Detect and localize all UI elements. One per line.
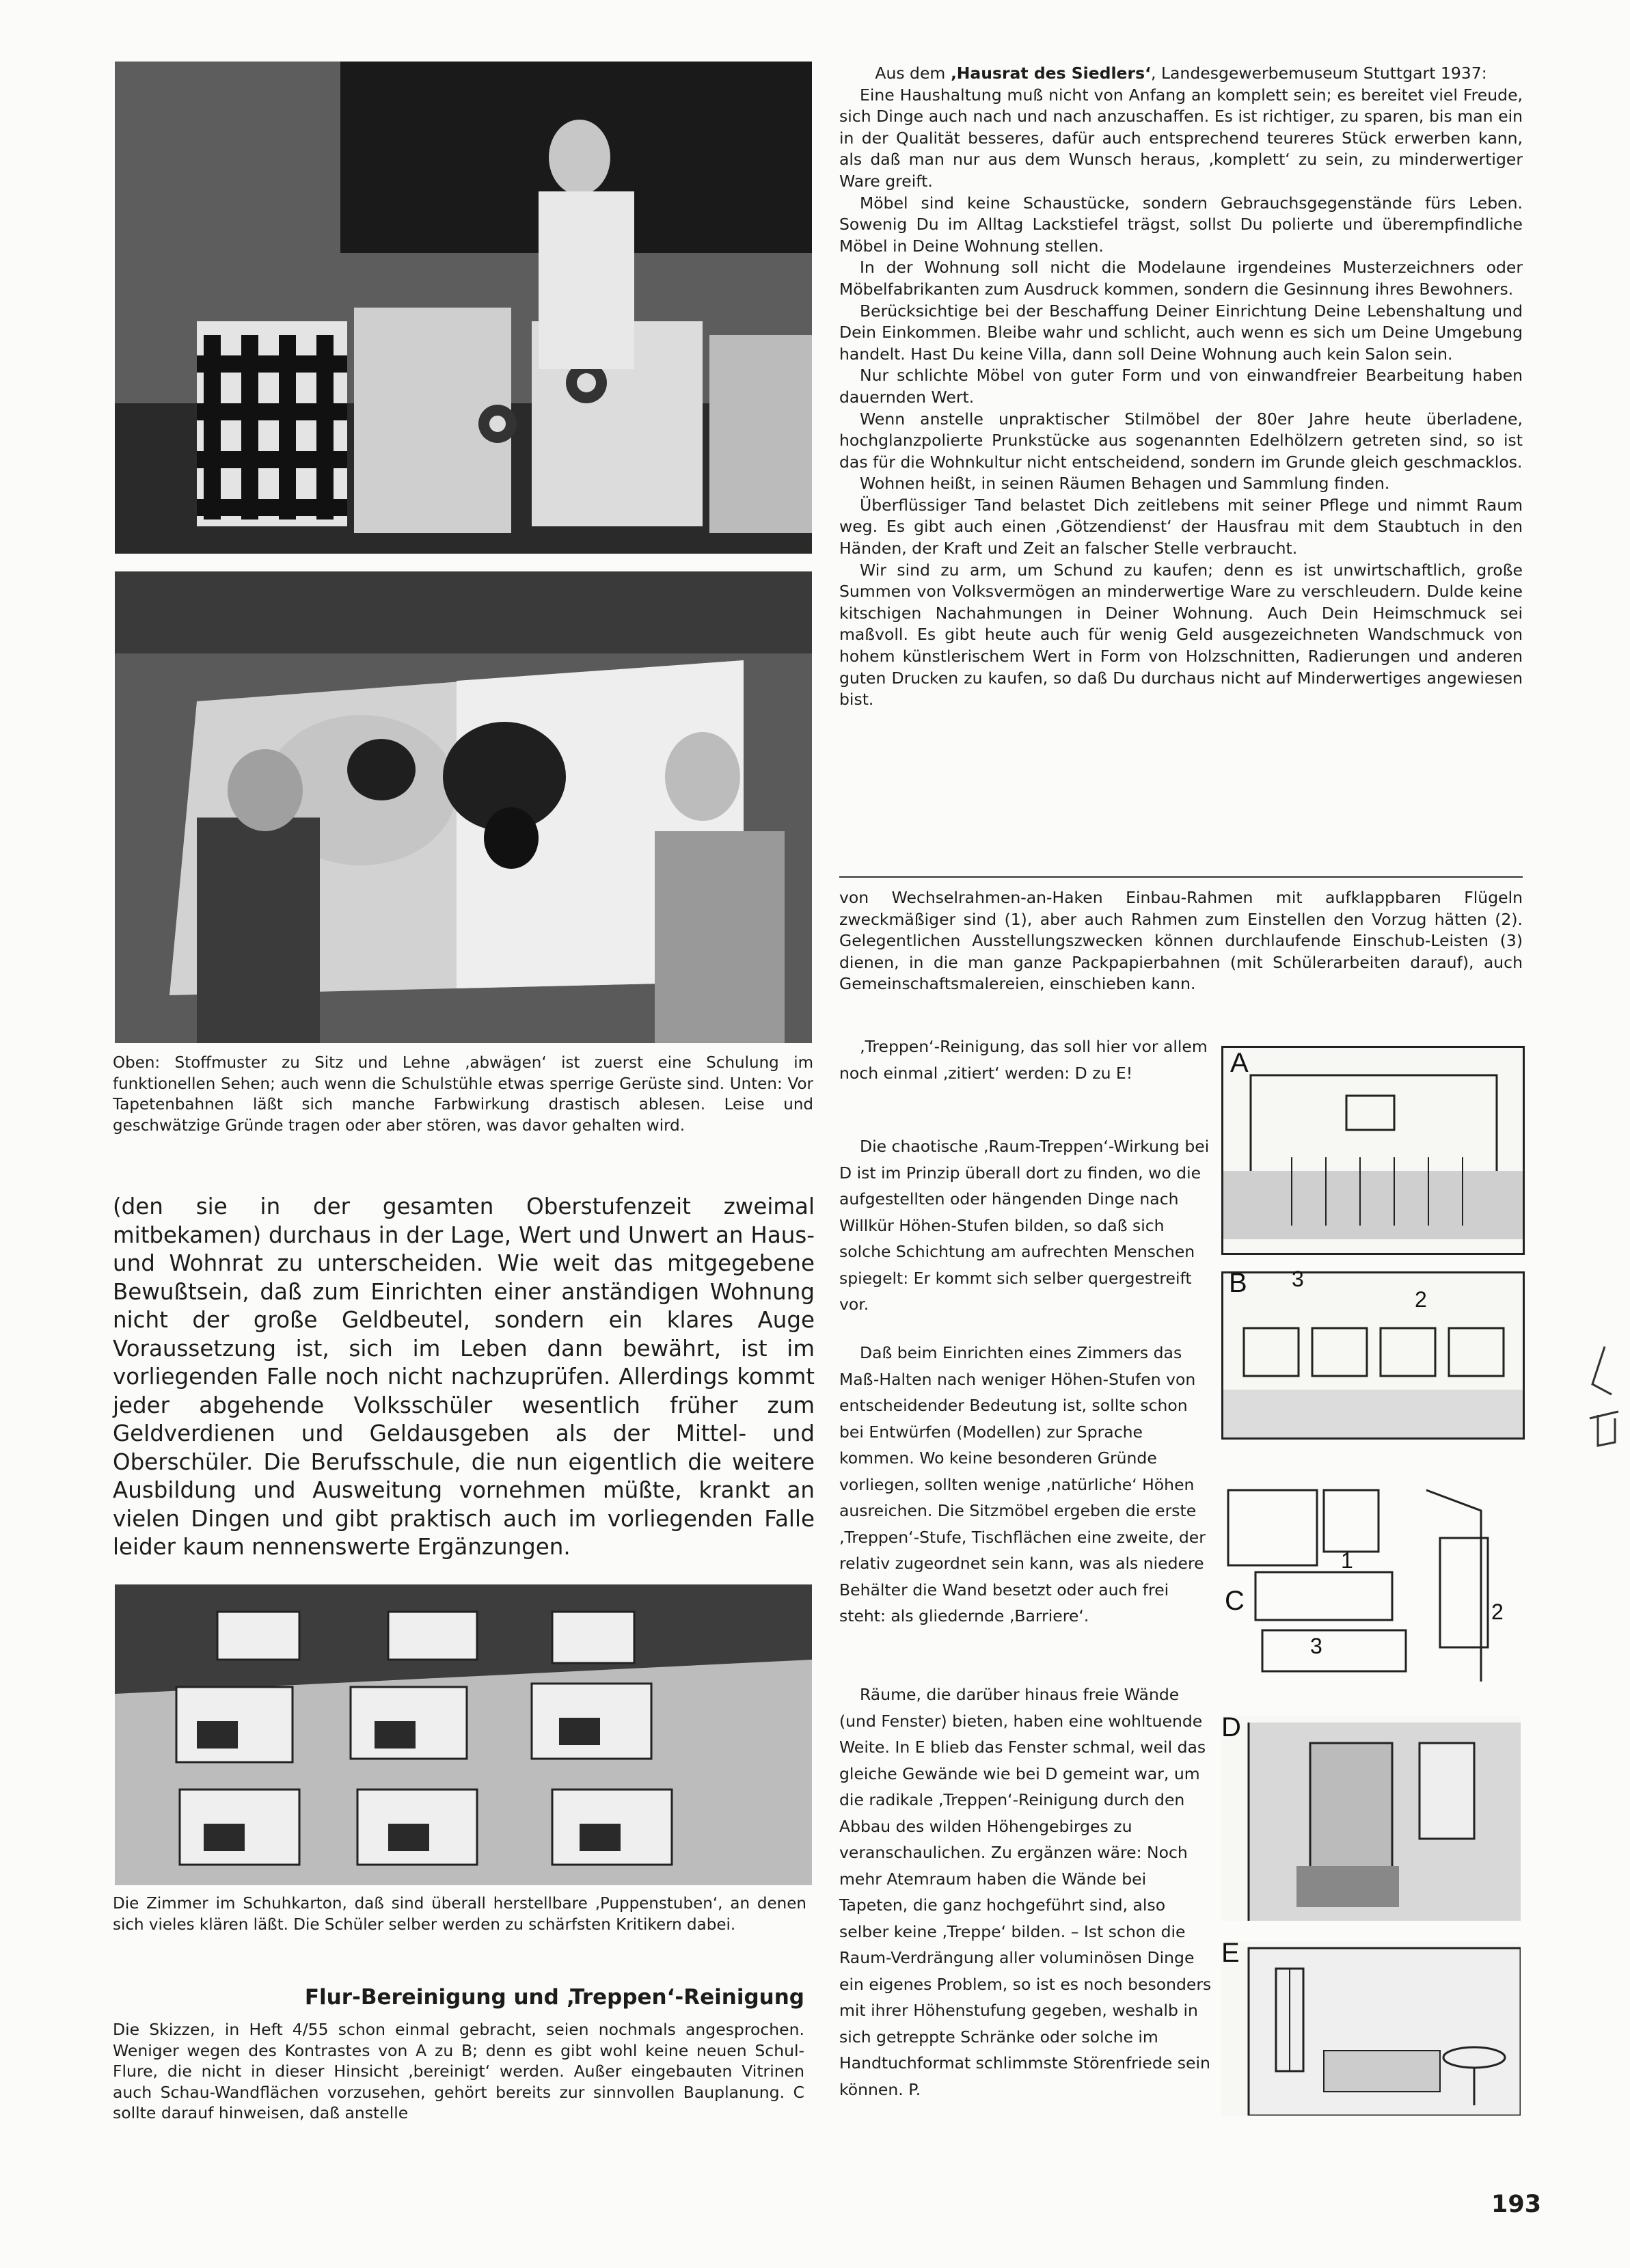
- sketch-label-3: 3: [1292, 1267, 1304, 1291]
- text-treppen-3: [839, 1340, 1212, 1630]
- sketch-label-a: A: [1230, 1048, 1249, 1078]
- text-treppen-4: [839, 1682, 1212, 2103]
- sketch-label-1: 1: [1341, 1548, 1353, 1573]
- quote-paragraph: Überflüssiger Tand belastet Dich zeitlebens mit seiner Pflege und nimmt Raum weg. Es gibt auch einen ‚Götzendienst‘ der Hausfrau mit dem Staubtuch in den Händen, der Kraft und Zeit an falscher Stelle verbraucht.: [839, 495, 1523, 558]
- quote-paragraph: Wenn anstelle unpraktischer Stilmöbel der 80er Jahre heute überladene, hochglanzpolierte Prunkstücke aus sogenannten Edelhölzern getreten sind, so ist das für die Wohnkultur nicht entscheidend, sondern im Grunde gleich geschmacklos.: [839, 409, 1523, 472]
- section-heading: Flur-Bereinigung und ‚Treppen‘-Reinigung: [304, 1985, 804, 2010]
- sketch-label-e: E: [1221, 1938, 1240, 1968]
- sketch-label-d: D: [1221, 1712, 1241, 1742]
- sketch-label-2: 2: [1415, 1287, 1427, 1312]
- sketch-label-2c: 2: [1491, 1599, 1504, 1624]
- sketch-c: [1221, 1483, 1521, 1688]
- sketch-a: [1221, 1046, 1525, 1255]
- text-treppen-2: [839, 1133, 1212, 1318]
- quote-paragraph: Eine Haushaltung muß nicht von Anfang an komplett sein; es bereitet viel Freude, sich Dinge auch nach und nach anzuschaffen. Es ist richtiger, zu sparen, bis man ein in der Qualität besseres, dafür auch entsprechend teureres Stück erwerben kann, als daß man nur aus dem Wunsch heraus, ‚komplett‘ zu sein, zu minderwertiger Ware greift.: [839, 85, 1523, 191]
- caption-shoebox: Die Zimmer im Schuhkarton, daß sind überall herstellbare ‚Puppenstuben‘, an denen sich vieles klären läßt. Die Schüler selber werden zu schärfsten Kritikern dabei.: [113, 1895, 806, 1934]
- quote-paragraph: Wir sind zu arm, um Schund zu kaufen; denn es ist unwirtschaftlich, große Summen von Volksvermögen an minderwertige Ware zu verschleudern. Dulde keine kitschigen Nachahmungen in Deiner Wohnung. Auch Dein Heimschmuck sei maßvoll. Es gibt heute auch für wenig Geld ausgezeichneten Wandschmuck von hohem künstlerischem Wert in Form von Holzschnitten, Radierungen und anderen guten Drucken zu kaufen, so daß Du durchaus nicht auf Minderwertiges angewiesen bist.: [839, 560, 1523, 710]
- wechselrahmen-text: von Wechselrahmen-an-Haken Einbau-Rahmen mit aufklappbaren Flügeln zweckmäßiger sind (1), aber auch Rahmen zum Einstellen den Vorzug hätten (2). Gelegentlichen Ausstellungszwecken können durchlaufende Einschub-Leisten (3) dienen, in die man ganze Packpapierbahnen (mit Schülerarbeiten darauf), auch Gemeinschaftsmalereien, einschieben kann.: [839, 888, 1523, 994]
- sketch-e: [1221, 1938, 1521, 2116]
- treppen-paragraph: Daß beim Einrichten eines Zimmers das Maß-Halten nach weniger Höhen-Stufen von entscheidender Bedeutung ist, sollte schon bei Entwürfen (Modellen) zur Sprache kommen. Wo keine besonderen Gründe vorliegen, sollten wenige ‚natürliche‘ Höhen ausreichen. Die Sitzmöbel ergeben die erste ‚Treppen‘-Stufe, Tischflächen eine zweite, der relativ zugeordnet sein kann, was als niedere Behälter die Wand besetzt oder auch frei steht: als gliedernde ‚Barriere‘.: [839, 1343, 1206, 1625]
- photo-wallpaper-flowers: [115, 571, 812, 1043]
- photo-fabric-chairs: [115, 62, 812, 554]
- sketch-label-b: B: [1229, 1268, 1247, 1298]
- quote-paragraph: Wohnen heißt, in seinen Räumen Behagen und Sammlung finden.: [860, 474, 1390, 494]
- quote-hausrat: [839, 63, 1523, 711]
- photo-shoebox-rooms: [115, 1584, 812, 1885]
- quote-paragraph: Nur schlichte Möbel von guter Form und von einwandfreier Bearbeitung haben dauernden Wert.: [839, 366, 1523, 407]
- sketch-b: [1221, 1267, 1525, 1440]
- sketch-label-3c: 3: [1310, 1634, 1322, 1658]
- main-body-text: (den sie in der gesamten Oberstufenzeit zweimal mitbekamen) durchaus in der Lage, Wert und Unwert an Haus- und Wohnrat zu unterscheiden. Wie weit das mitgegebene Bewußtsein, daß zum Einrichten einer anständigen Wohnung nicht der große Geldbeutel, sondern ein klares Auge Voraussetzung ist, sich im Leben dann bewährt, ist im vorliegenden Falle noch nicht nachzuprüfen. Allerdings kommt jeder abgehende Volksschüler wesentlich früher zum Geldverdienen und Geldausgeben als der Mittel- und Oberschüler. Die Berufsschule, die nun eigentlich die weitere Ausbildung und Ausweitung vornehmen müßte, krankt an vielen Dingen und gibt praktisch auch im vorliegenden Falle leider kaum nennenswerte Ergänzungen.: [113, 1193, 815, 1560]
- treppen-paragraph: Die chaotische ‚Raum-Treppen‘-Wirkung bei D ist im Prinzip überall dort zu finden, wo die aufgestellten oder hängenden Dinge nach Willkür Höhen-Stufen bilden, so daß sich solche Schichtung am aufrechten Menschen spiegelt: Er kommt sich selber quergestreift vor.: [839, 1137, 1210, 1314]
- treppen-paragraph: Räume, die darüber hinaus freie Wände (und Fenster) bieten, haben eine wohltuende Weite. In E blieb das Fenster schmal, weil das gleiche Gewände wie bei D gemeint war, um die radikale ‚Treppen‘-Reinigung durch den Abbau des wilden Höhengebirges zu veranschaulichen. Zu ergänzen wäre: Noch mehr Atemraum haben die Wände bei Tapeten, die ganz hochgeführt sind, also selber keine ‚Treppe‘ bilden. – Ist schon die Raum-Verdrängung aller voluminösen Dinge ein eigenes Problem, so ist es noch besonders mit ihrer Höhenstufung gegeben, weshalb in sich getreppte Schränke oder solche im Handtuchformat schlimmste Störenfriede sein können. P.: [839, 1685, 1212, 2099]
- sketch-d: [1221, 1712, 1521, 1921]
- quote-paragraph: In der Wohnung soll nicht die Modelaune irgendeines Musterzeichners oder Möbelfabrikanten zum Ausdruck kommen, sondern die Gesinnung ihres Bewohners.: [839, 258, 1523, 299]
- quote-paragraph: Möbel sind keine Schaustücke, sondern Gebrauchsgegenstände fürs Leben. Sowenig Du im Alltag Lackstiefel trägst, sollst Du polierte und überempfindliche Möbel in Deine Wohnung stellen.: [839, 193, 1523, 256]
- page-number: 193: [1491, 2191, 1542, 2218]
- treppen-paragraph: ‚Treppen‘-Reinigung, das soll hier vor allem noch einmal ‚zitiert‘ werden: D zu E!: [839, 1037, 1208, 1083]
- quote-paragraph: Berücksichtige bei der Beschaffung Deiner Einrichtung Deine Lebenshaltung und Dein Einkommen. Bleibe wahr und schlicht, auch wenn es sich um Deine Umgebung handelt. Hast Du keine Villa, dann soll Deine Wohnung auch kein Salon sein.: [839, 301, 1523, 364]
- divider-rule: [839, 876, 1523, 878]
- caption-photos: Oben: Stoffmuster zu Sitz und Lehne ‚abwägen‘ ist zuerst eine Schulung im funktionellen Sehen; auch wenn die Schulstühle etwas sperrige Gerüste sind. Unten: Vor Tapetenbahnen läßt sich manche Farbwirkung drastisch ablesen. Leise und geschwätzige Gründe tragen oder aber stören, was davor gehalten wird.: [113, 1054, 813, 1135]
- quote-heading: Aus dem ‚Hausrat des Siedlers‘, Landesgewerbemuseum Stuttgart 1937:: [875, 64, 1487, 83]
- text-treppen-1: [839, 1034, 1212, 1086]
- sketch-label-c: C: [1225, 1586, 1245, 1616]
- margin-pencil-mark: [1584, 1343, 1625, 1462]
- skizzen-text: Die Skizzen, in Heft 4/55 schon einmal gebracht, seien nochmals angesprochen. Weniger wegen des Kontrastes von A zu B; denn es gibt wohl keine neuen Schul-Flure, die nicht in dieser Hinsicht ‚bereinigt‘ werden. Außer eingebauten Vitrinen auch Schau-Wandflächen vorzusehen, gehört bereits zur sinnvollen Bauplanung. C sollte darauf hinweisen, daß anstelle: [113, 2020, 804, 2122]
